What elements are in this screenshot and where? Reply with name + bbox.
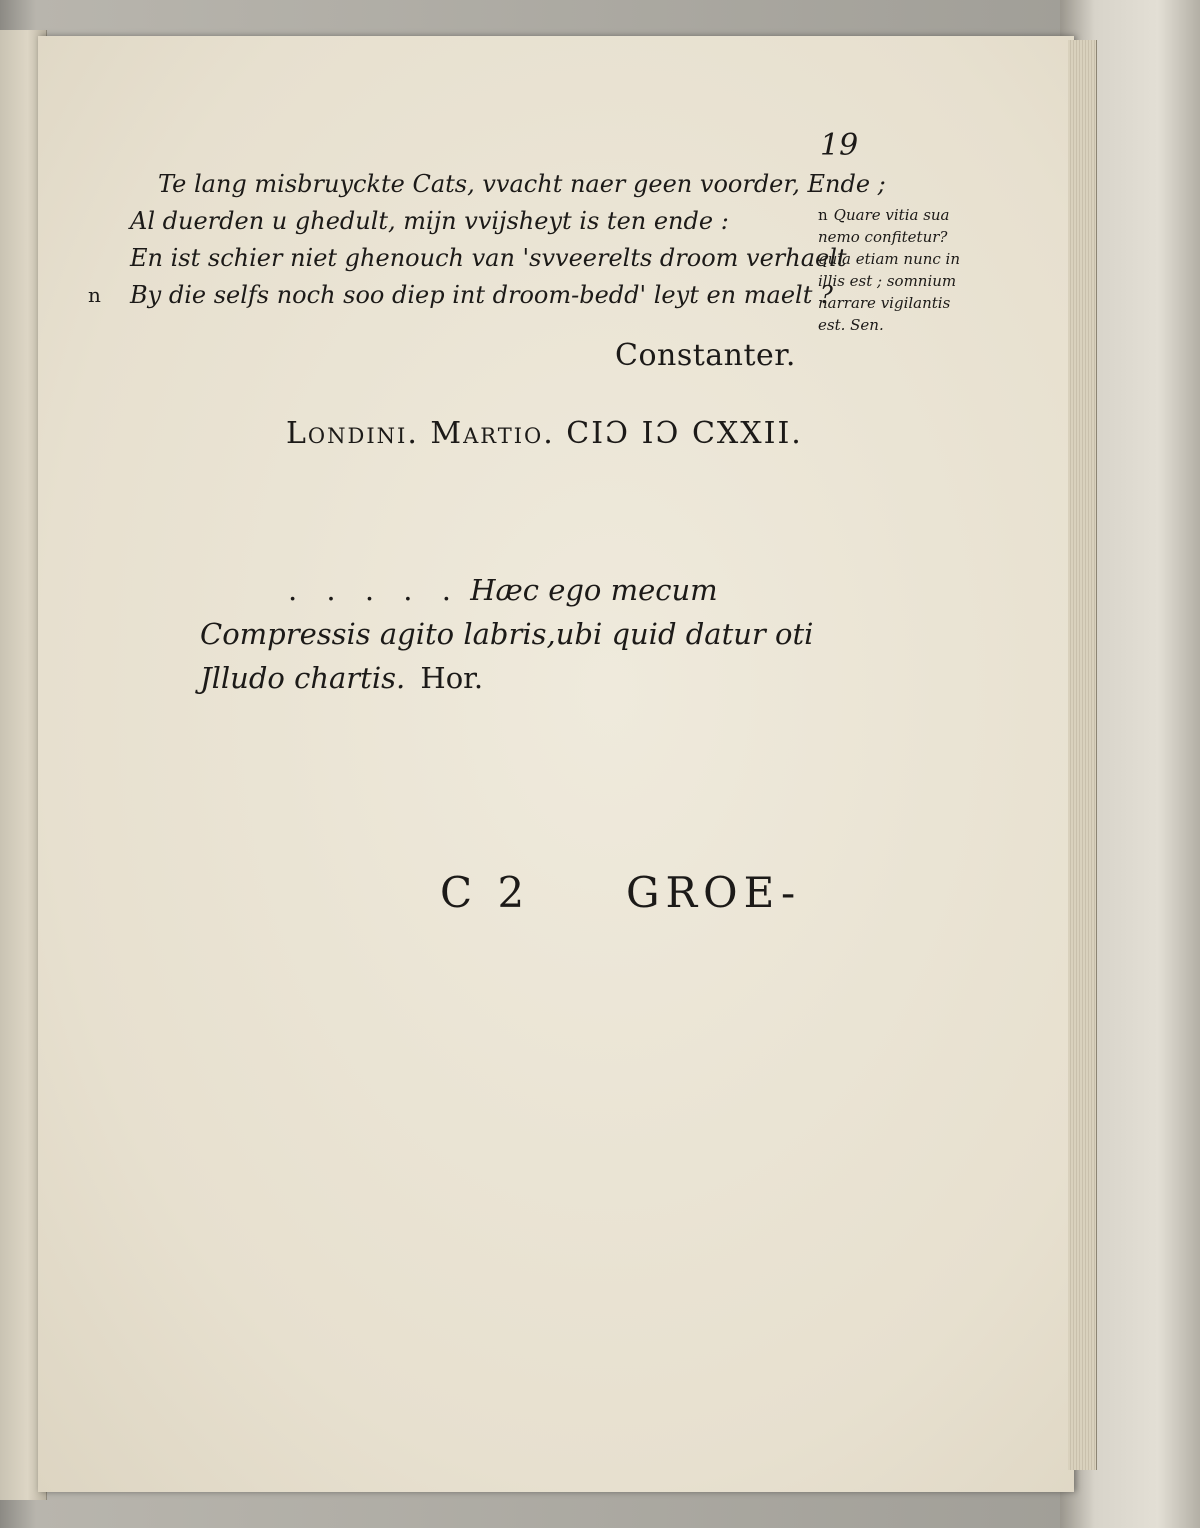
marginal-note-line: nemo confitetur?	[818, 228, 948, 246]
latin-quote	[200, 568, 840, 700]
verse-line	[118, 203, 858, 240]
verse-line	[118, 166, 886, 203]
note-marker: n	[818, 206, 828, 224]
catchword: GROE-	[626, 868, 802, 917]
note-marker: n	[88, 283, 101, 307]
verse-line	[118, 240, 858, 277]
verse-line-text: En ist schier niet ghenouch van 'svveerelts droom verhaelt	[130, 244, 847, 272]
page-number: 19	[820, 128, 859, 163]
verse-line-text: Te lang misbruyckte Cats, vvacht naer geen voorder, Ende ;	[158, 170, 886, 198]
verse-line	[88, 277, 858, 314]
quote-text: Jlludo chartis.	[200, 661, 406, 695]
ellipsis-dots: . . . . .	[288, 573, 461, 607]
quote-line	[200, 568, 840, 612]
marginal-note-line: est. Sen.	[818, 316, 884, 334]
motto: Constanter.	[615, 338, 796, 373]
quote-source: Hor.	[420, 661, 484, 695]
marginal-note-line: quia etiam nunc in	[818, 250, 961, 268]
signature-mark: C 2	[440, 868, 531, 917]
quote-line: Compressis agito labris,ubi quid datur oti	[200, 617, 814, 651]
page-block-edges	[1068, 40, 1097, 1470]
quote-line	[200, 656, 840, 700]
book-page	[38, 36, 1074, 1492]
quote-text: Hæc ego mecum	[470, 573, 718, 607]
dateline: Londini. Martio. CIƆ IƆ CXXII.	[286, 416, 803, 451]
marginal-note-line: narrare vigilantis	[818, 294, 951, 312]
marginal-note-line: illis est ; somnium	[818, 272, 957, 290]
verse-line-text: By die selfs noch soo diep int droom-bedd' leyt en maelt ?	[130, 281, 833, 309]
marginal-note	[818, 204, 978, 336]
verse-line-text: Al duerden u ghedult, mijn vvijsheyt is ten ende :	[130, 207, 729, 235]
marginal-note-line: n Quare vitia sua	[818, 206, 950, 224]
